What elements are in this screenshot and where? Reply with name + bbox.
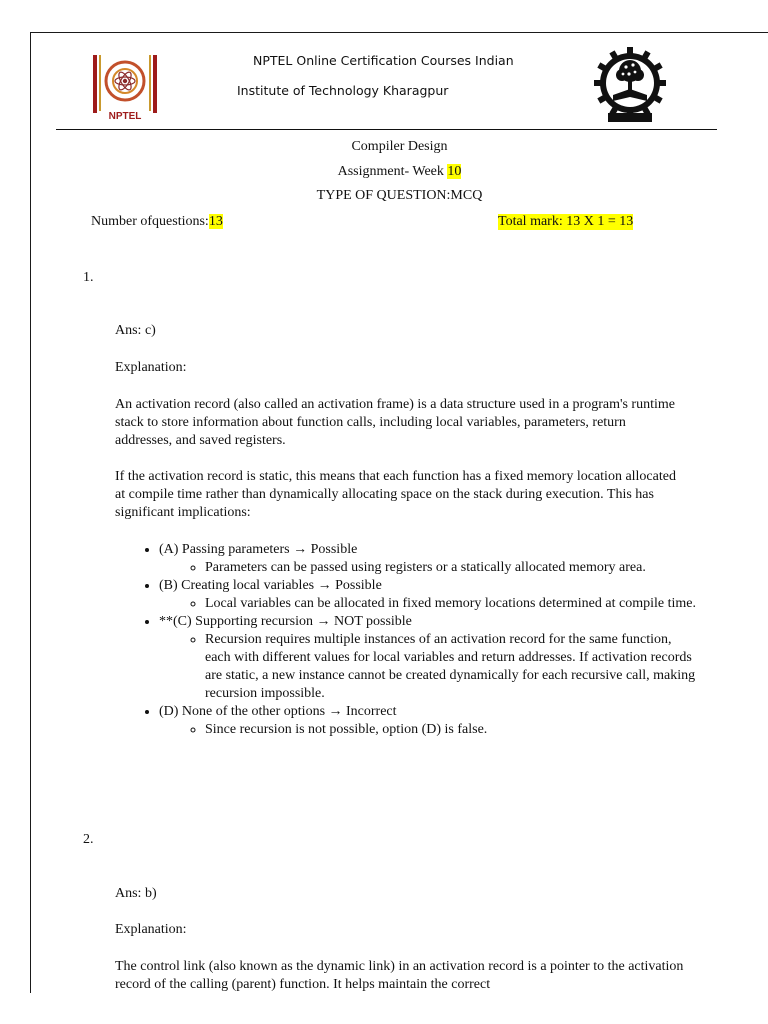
question-number: 1. [83, 270, 94, 285]
option-text: **(C) Supporting recursion → NOT possible [159, 614, 412, 629]
explanation-paragraph: If the activation record is static, this means that each function has a fixed memory location allocated at compile time rather than dynamically allocating space on the stack during execution. This has significant implications: [115, 469, 676, 520]
question-type: TYPE OF QUESTION:MCQ [316, 188, 483, 203]
iit-kharagpur-logo [593, 47, 667, 125]
explanation-paragraph: An activation record (also called an activation frame) is a data structure used in a program's runtime stack to store information about function calls, including local variables, parameters, return addresses, and saved registers. [115, 397, 675, 448]
list-item [159, 577, 699, 613]
course-title: Compiler Design [351, 139, 448, 154]
total-mark: Total mark: 13 X 1 = 13 [498, 214, 634, 229]
explanation-label: Explanation: [115, 360, 187, 375]
header-institute-line-2: Institute of Technology Kharagpur [237, 83, 449, 98]
list-item [159, 541, 699, 577]
header-institute-line-1: NPTEL Online Certification Courses Indian [253, 53, 514, 68]
list-item: ◦ Since recursion is not possible, option (D) is false. [205, 721, 699, 739]
header-divider [56, 129, 717, 130]
list-item: ◦ Parameters can be passed using registers or a statically allocated memory area. [205, 559, 699, 577]
list-item: ◦ Recursion requires multiple instances of an activation record for the same function, each with different values for local variables and return addresses. If activation records are static, a new instance cannot be created dynamically for each recursive call, making recursion impossible. [205, 631, 699, 703]
options-list [115, 541, 699, 739]
answer: Ans: c) [115, 323, 156, 338]
option-text: (B) Creating local variables → Possible [159, 578, 382, 593]
assignment-title [31, 164, 768, 180]
list-item: ◦ Local variables can be allocated in fixed memory locations determined at compile time. [205, 595, 699, 613]
explanation-label: Explanation: [115, 922, 187, 937]
explanation-paragraph: The control link (also known as the dynamic link) in an activation record is a pointer to the activation record of the calling (parent) function. It helps maintain the correct [115, 959, 684, 992]
document-page [30, 32, 768, 993]
assignment-prefix: Assignment- Week [337, 164, 448, 179]
number-of-questions-label: Number ofquestions: [91, 214, 209, 229]
assignment-week: 10 [447, 164, 462, 179]
nptel-logo [91, 53, 159, 123]
answer: Ans: b) [115, 886, 157, 901]
list-item [159, 613, 699, 703]
question-number: 2. [83, 832, 94, 847]
option-text: (D) None of the other options → Incorrect [159, 704, 397, 719]
number-of-questions-value: 13 [208, 214, 223, 229]
nptel-logo-text: NPTEL [108, 111, 142, 122]
option-text: (A) Passing parameters → Possible [159, 542, 358, 557]
list-item [159, 703, 699, 739]
number-of-questions [91, 214, 223, 230]
